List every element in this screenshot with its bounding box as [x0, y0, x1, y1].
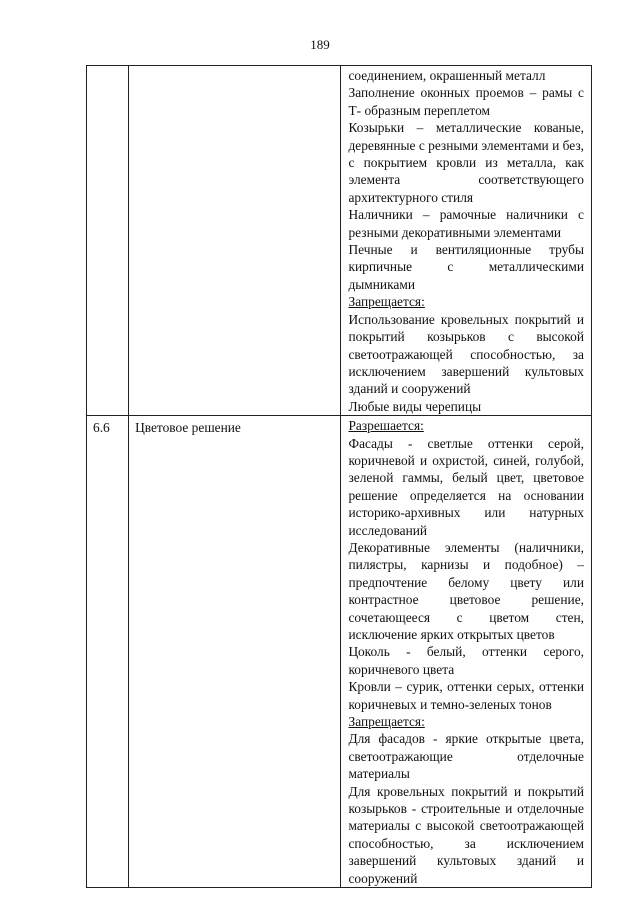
requirements-table	[86, 65, 592, 888]
page-number: 189	[310, 37, 330, 52]
row-number-cell: 6.6	[87, 416, 129, 888]
paragraph: Использование кровельных покрытий и покрытий козырьков с высокой светоотражающей способностью, за исключением завершений культовых зданий и сооружений	[348, 311, 584, 397]
paragraph: Фасады - светлые оттенки серой, коричневой и охристой, синей, голубой, зеленой гаммы, белый цвет, цветовое решение определяется на основании историко-архивных или натурных исследований	[348, 435, 584, 538]
paragraph: Декоративные элементы (наличники, пилястры, карнизы и подобное) – предпочтение белому цвету или контрастное цветовое решение, сочетающееся с цветом стен, исключение ярких открытых цветов	[348, 539, 584, 642]
allowed-heading: Разрешается:	[348, 418, 424, 434]
row-number-cell	[87, 66, 129, 416]
paragraph: Кровли – сурик, оттенки серых, оттенки коричневых и темно-зеленых тонов	[348, 679, 584, 712]
paragraph: соединением, окрашенный металл	[348, 68, 546, 83]
row-title-cell	[129, 66, 341, 416]
table-row	[87, 66, 592, 416]
row-content-cell	[341, 66, 592, 416]
row-content-cell	[341, 416, 592, 888]
table-row	[87, 416, 592, 888]
paragraph: Для фасадов - яркие открытые цвета, светоотражающие отделочные материалы	[348, 731, 584, 782]
prohibited-heading: Запрещается:	[348, 294, 425, 310]
prohibited-heading: Запрещается:	[348, 714, 425, 730]
paragraph: Наличники – рамочные наличники с резными декоративными элементами	[348, 207, 584, 240]
paragraph: Заполнение оконных проемов – рамы с Т- образным переплетом	[348, 85, 584, 118]
paragraph: Для кровельных покрытий и покрытий козырьков - строительные и отделочные материалы с высокой светоотражающей способностью, за исключением завершений культовых зданий и сооружений	[348, 783, 584, 886]
paragraph: Козырьки – металлические кованые, деревянные с резными элементами и без, с покрытием кровли из металла, как элемента соответствующего архитектурного стиля	[348, 120, 584, 205]
paragraph: Цоколь - белый, оттенки серого, коричневого цвета	[348, 644, 584, 677]
paragraph: Печные и вентиляционные трубы кирпичные с металлическими дымниками	[348, 242, 584, 292]
row-title-cell: Цветовое решение	[129, 416, 341, 888]
paragraph: Любые виды черепицы	[348, 398, 482, 414]
